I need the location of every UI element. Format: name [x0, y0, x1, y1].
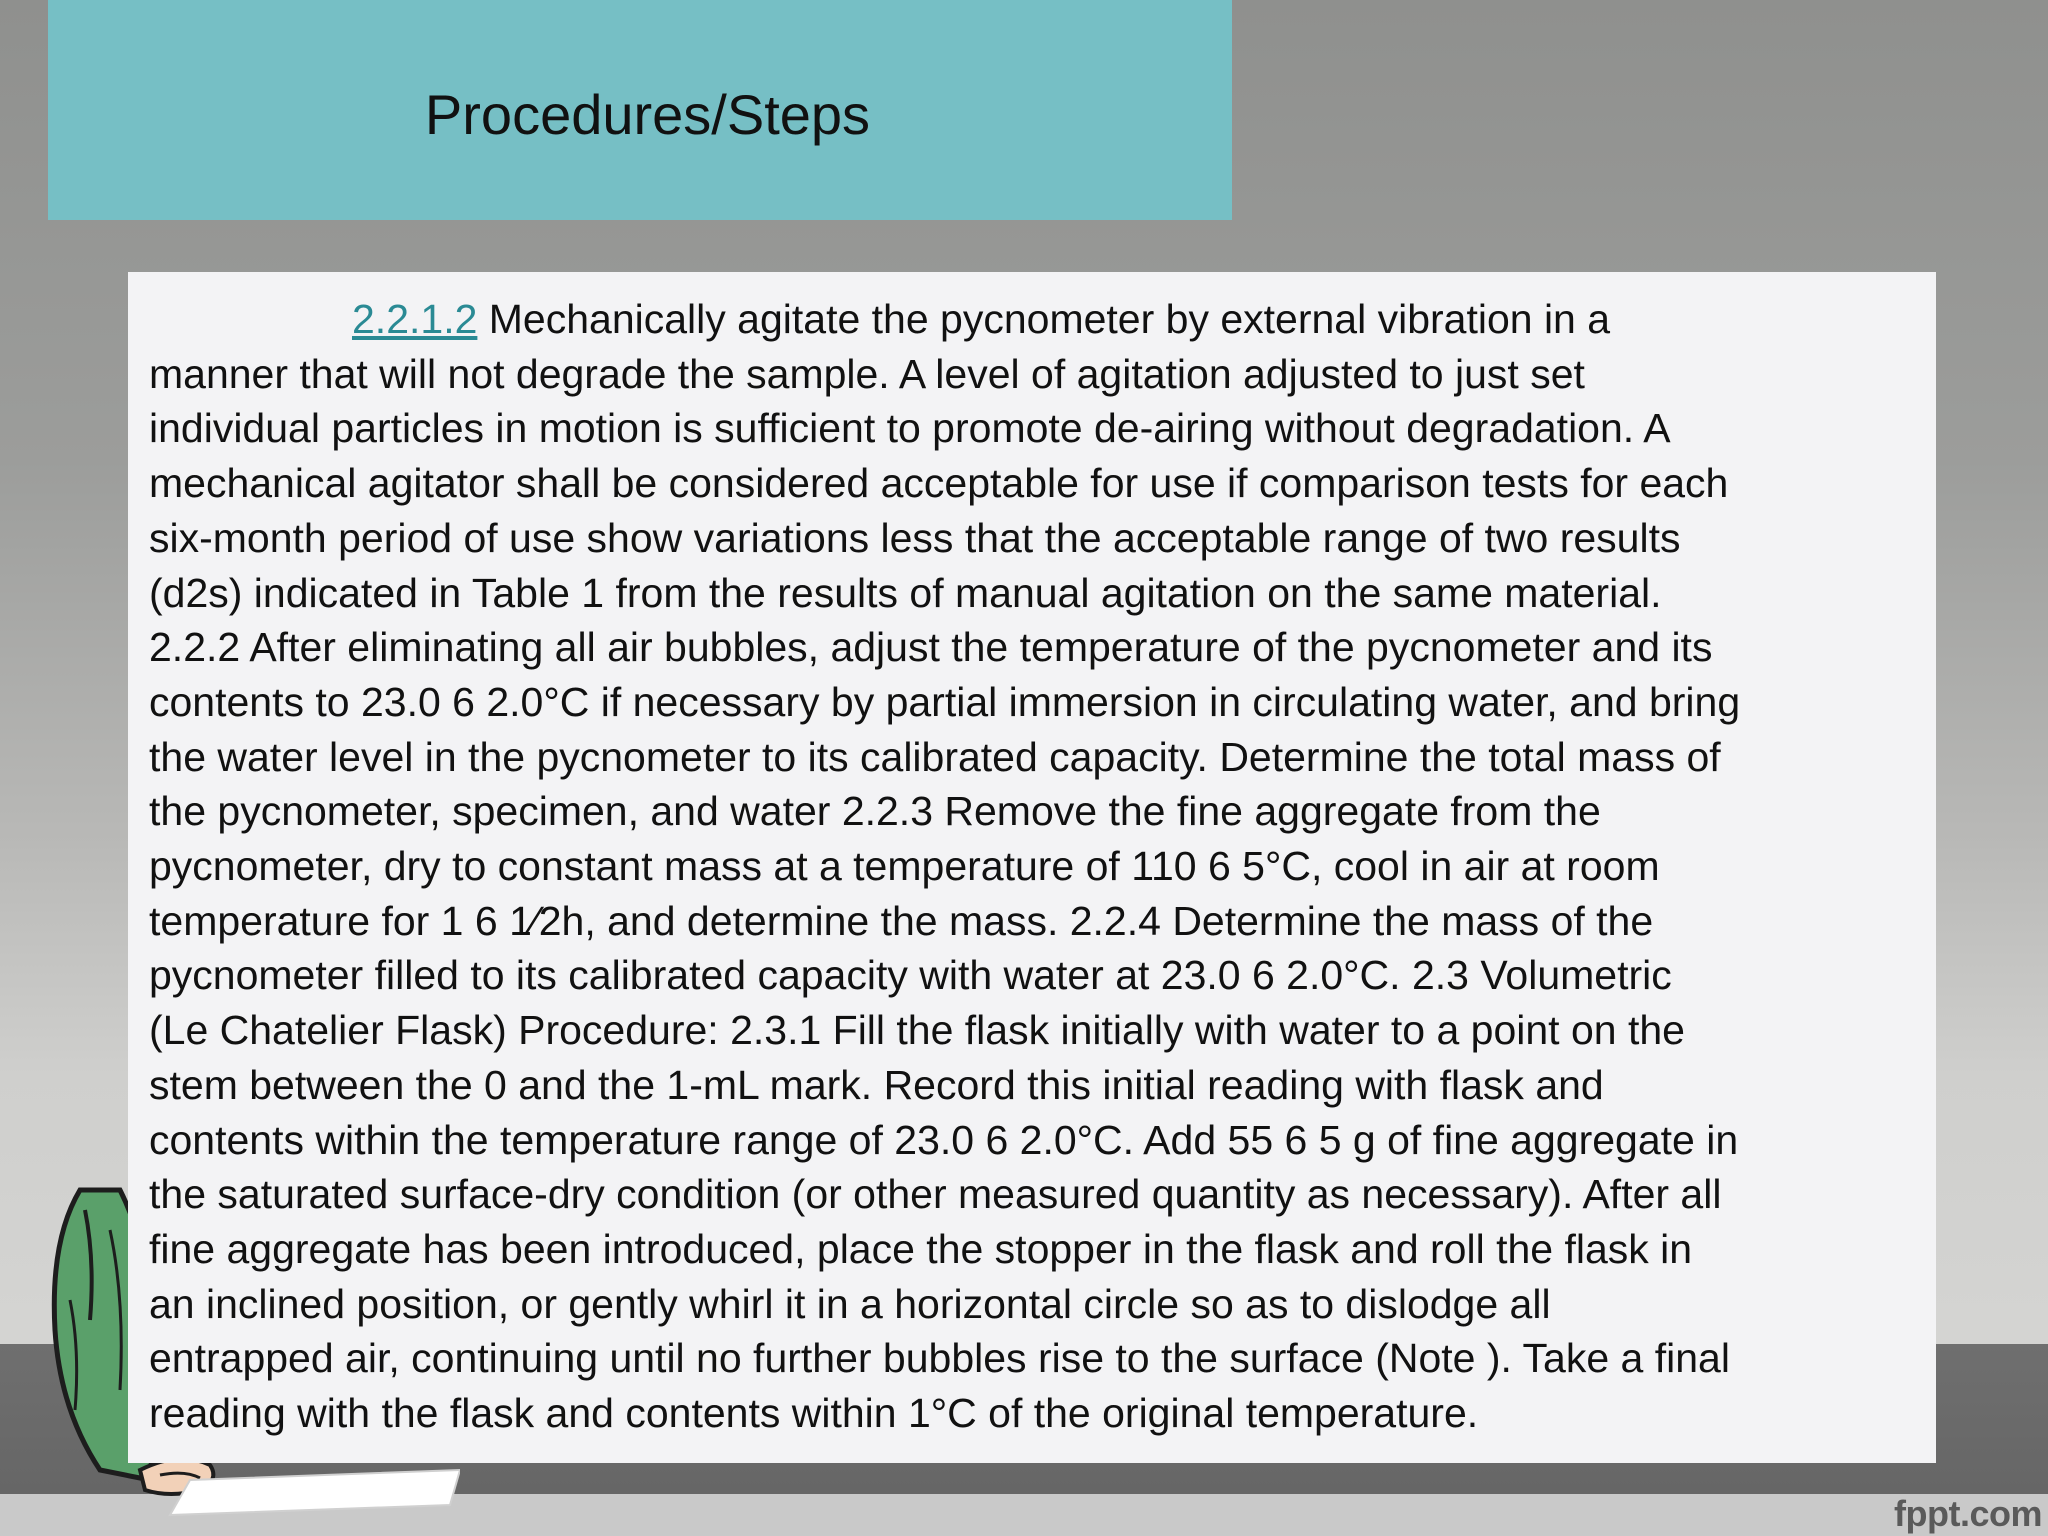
text-line: contents within the temperature range of 23.0 6 2.0°C. Add 55 6 5 g of fine aggregate in: [149, 1116, 1739, 1163]
text-line: entrapped air, continuing until no further bubbles rise to the surface (Note ). Take a final: [149, 1335, 1730, 1382]
text-line: six-month period of use show variations less that the acceptable range of two results: [149, 514, 1681, 561]
first-line: [149, 292, 1610, 347]
text-line: an inclined position, or gently whirl it in a horizontal circle so as to dislodge all: [149, 1280, 1551, 1327]
procedure-text: [149, 292, 1929, 1441]
text-line: the pycnometer, specimen, and water 2.2.3 Remove the fine aggregate from the: [149, 788, 1601, 835]
section-link-2-2-1-2[interactable]: 2.2.1.2: [352, 296, 478, 342]
text-line: manner that will not degrade the sample. A level of agitation adjusted to just set: [149, 350, 1585, 397]
text-line: (d2s) indicated in Table 1 from the results of manual agitation on the same material.: [149, 569, 1662, 616]
text-line: fine aggregate has been introduced, place the stopper in the flask and roll the flask in: [149, 1225, 1693, 1272]
text-line: pycnometer, dry to constant mass at a temperature of 110 6 5°C, cool in air at room: [149, 843, 1660, 890]
text-line: temperature for 1 6 1⁄2h, and determine the mass. 2.2.4 Determine the mass of the: [149, 897, 1654, 944]
text-line: pycnometer filled to its calibrated capacity with water at 23.0 6 2.0°C. 2.3 Volumetric: [149, 952, 1672, 999]
text-line: reading with the flask and contents within 1°C of the original temperature.: [149, 1390, 1479, 1437]
text-line: the saturated surface-dry condition (or other measured quantity as necessary). After all: [149, 1171, 1722, 1218]
text-line: Mechanically agitate the pycnometer by external vibration in a: [477, 296, 1611, 342]
watermark: fppt.com: [1894, 1493, 2042, 1534]
text-line: stem between the 0 and the 1-mL mark. Record this initial reading with flask and: [149, 1061, 1604, 1108]
text-line: (Le Chatelier Flask) Procedure: 2.3.1 Fill the flask initially with water to a point on the: [149, 1007, 1685, 1054]
text-line: individual particles in motion is sufficient to promote de-airing without degradation. A: [149, 405, 1671, 452]
text-line: the water level in the pycnometer to its calibrated capacity. Determine the total mass of: [149, 733, 1721, 780]
text-line: mechanical agitator shall be considered acceptable for use if comparison tests for each: [149, 460, 1729, 507]
text-line: 2.2.2 After eliminating all air bubbles, adjust the temperature of the pycnometer and its: [149, 624, 1713, 671]
text-line: contents to 23.0 6 2.0°C if necessary by partial immersion in circulating water, and bring: [149, 678, 1741, 725]
slide-title: Procedures/Steps: [424, 83, 871, 146]
